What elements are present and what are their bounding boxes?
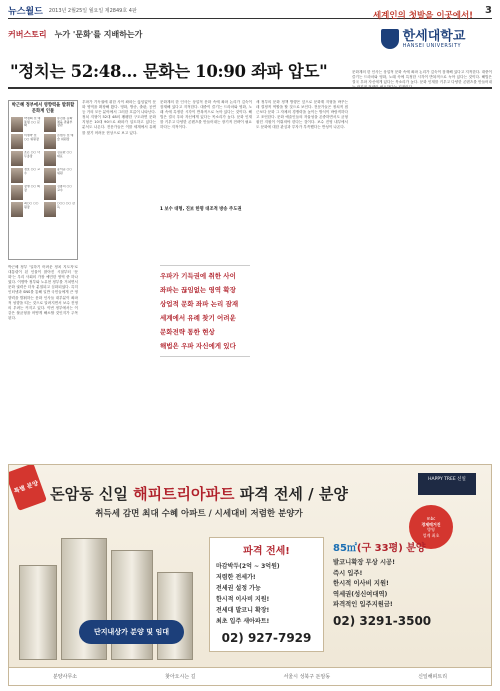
ad-footer [9,667,491,685]
person-caption: 김종덕 ○○ 교수 [57,185,72,192]
portrait-photo [44,134,56,149]
person-caption: 장명 ○○ 회장 [24,185,40,192]
person-caption: 최○○ ○○ 원장 [24,202,39,209]
person-card [11,134,42,149]
person-card [11,202,42,217]
ad-headline [49,483,349,504]
university-ad[interactable] [353,6,493,64]
ad-headline-part: 해피트리아파트 [133,485,235,503]
university-name-en: HANSEI UNIVERSITY [402,42,462,49]
lease-item: 전세권 설정 가능 [216,585,261,592]
person-card [11,117,42,132]
ad-ribbon: 특별 분양 [8,464,47,511]
person-caption: ○○○ ○○ 감독 [57,202,75,209]
sale-title-size: 85㎡ [333,543,357,554]
person-card [44,151,75,166]
sale-title [333,539,481,554]
section-tag: 커버스토리 [8,29,47,39]
section-label [8,27,142,41]
sale-item: 파격적인 입주지원금! [333,601,393,608]
sale-box [327,537,487,652]
portrait-photo [44,168,56,183]
portrait-photo [11,151,23,166]
ad-subline: 취득세 감면 최대 수혜 아파트 / 시세대비 저렴한 분양가 [95,509,303,519]
lease-item: 저렴한 전세가! [216,574,256,581]
lease-item: 마감박두(2억 ~ 3억원) [216,563,280,570]
portrait-photo [44,117,56,132]
sidebar-title: 박근혜 정부에서 영향력을 발휘할 문화계 인물 [11,103,75,114]
issue-date: 2013년 2월25일 월요일 제2849호 4판 [48,8,137,14]
lease-title: 파격 전세! [243,546,290,557]
section-subtitle: 누가 '문화'를 지배하는가 [54,29,143,39]
person-caption: 김문환 ○○ 대표 [57,151,72,158]
lease-item: 전세대 발코니 확장! [216,607,270,614]
newspaper-brand: 뉴스월드 [8,7,43,17]
portrait-photo [11,168,23,183]
article-subhead: 1 보수 대형, 진보 한명 대조적 방송 주도권 [160,207,242,212]
portrait-photo [44,185,56,200]
article-column-3: 문화계의 한 인사는 상업적 문화 속에 좌파 논리가 깊숙이 잠재해 있다고 지적한다. 대중이 즐기는 드라마와 영화, 노래 속에 특정한 시각이 반복적으로 녹아 있다는 것이다. 해법은 결국 우파 자신에게 있다는 목소리가 높다. 문화 인재를 키우고 다양한 콘텐츠를 만들어내는 장기적 전략이 필요하다는 지적이다. [160,100,252,130]
portrait-photo [44,151,56,166]
brand-logo: HAPPY TREE 신일 [418,473,476,495]
sale-item: 역세권(성신여대역) [333,590,388,598]
person-caption: 조은 ○○ 사무총장 [24,151,40,158]
shop-banner: 단지내상가 분양 및 임대 [79,620,184,644]
pullquote-line: 우파가 기득권에 취한 사이 [160,272,236,280]
badge-line: 업계 최초 [422,532,440,538]
portrait-photo [11,185,23,200]
article-column-4: 새 정부의 문화 정책 방향은 앞으로 문화계 지형을 바꾸는 데 결정적 역할을 할 것으로 보인다. 전문가들은 정치적 접근보다 문화 그 자체의 경쟁력을 높이는 방식이 바람직하다고 조언한다. 문화 예술인들의 자율성을 존중하면서도 균형 잡힌 지원이 이뤄져야 한다는 것이다. 보수 진영 내부에서도 문화에 대한 관심과 투자가 부족했다는 반성이 나온다. [256,100,348,130]
badge-line: 경제매거진 [421,521,441,527]
people-sidebar [8,100,78,260]
university-logo [353,29,493,49]
footer-item: 신일해피트리 [418,674,448,680]
ad-slogan: 세계인의 첫발을 이곳에서! [372,11,474,21]
person-card [44,202,75,217]
person-card [11,168,42,183]
sale-item: 발코니확장 무상 시공! [333,559,396,566]
footer-item: 서울시 성북구 돈암동 [283,674,331,680]
lease-item: 최초 입주 새아파트! [216,618,270,625]
footer-item: 찾아오시는 길 [165,674,196,680]
person-card [44,117,75,132]
sale-item: 즉시 입주! [333,569,363,577]
person-card [44,134,75,149]
shield-icon [381,29,399,49]
pullquote-line: 상업적 문화 좌파 논리 잠재 [160,300,239,308]
ad-headline-part: 돈암동 신일 [50,485,134,503]
pullquote-line: 좌파는 끊임없는 영역 확장 [160,286,236,294]
lease-item: 한시적 이사비 지원! [216,596,270,603]
sale-phone[interactable]: 02) 3291-3500 [333,613,432,628]
tower-shape [157,572,193,660]
badge-line: 방영 [427,527,435,532]
person-caption: 손범수 전 예술 위원장 [57,134,74,141]
portrait-photo [11,117,23,132]
tower-shape [19,565,57,660]
badge-line: mbc [426,516,436,521]
sale-item: 한시적 이사비 지원! [333,580,389,587]
apartment-ad[interactable] [8,464,492,686]
ad-headline-part: 파격 전세 / 분양 [234,485,348,503]
pullquote-line: 문화전략 통한 현상 [160,328,215,336]
people-grid [11,117,75,217]
pullquote [160,265,250,357]
page-number: 3 [485,5,492,16]
person-caption: 송석준 ○○ 위원 [57,168,72,175]
portrait-photo [11,202,23,217]
portrait-photo [44,202,56,217]
sale-title-text: (구 33평) 분양 [356,543,426,554]
person-card [11,151,42,166]
person-card [44,168,75,183]
person-card [11,185,42,200]
portrait-photo [11,134,23,149]
pullquote-line: 해법은 우파 자신에게 있다 [160,342,236,350]
article-column-2: 우파가 기득권에 취한 사이 좌파는 끊임없이 문화 영역을 확장해 왔다. 영화, 방송, 출판, 공연 등 거의 모든 분야에서 그러한 흐름이 나타난다. 정치 지형이 52대 48의 팽팽한 구도라면 문화 지형은 10대 90으로 좌파가 압도하고 있다는 분석도 나온다. 전문가들은 이를 세계에서 유례를 찾기 어려운 현상으로 보고 있다. [82,100,156,135]
person-caption: 박정희 전 대통령 ○○ 문화 [24,117,41,128]
footer-item: 분양사무소 [52,674,78,680]
article-headline: "정치는 52:48… 문화는 10:90 좌파 압도" [10,62,328,81]
article-column-1b: 박근혜 정부 '일하기 어려운 정치 지도자'로 대통령이 된 인물이 많아진 시절부터 '문화'는 우리 사회의 가장 예민한 영역 중 하나였다. 이명박 정부와 노무현 정부를 거치면서 문화 권력은 더욱 분열되고 심화되었다. 특히 인터넷과 SNS를 통해 일반 국민들에게 큰 영향력을 발휘하는 문화 인사들 대부분이 좌파적 성향을 띠는 것으로 알려지면서 보수 진영의 우려는 커지고 있다. 이번 정부에서는 이 같은 불균형을 어떻게 해소할 것인지가 주목된다. [8,265,78,320]
article-column-5: 문화계의 한 인사는 상업적 문화 속에 좌파 논리가 깊숙이 잠재해 있다고 지적한다. 대중이 즐기는 드라마와 영화, 노래 속에 특정한 시각이 반복적으로 녹아 있다는 것이다. 해법은 결국 우파 자신에게 있다는 목소리가 높다. 문화 인재를 키우고 다양한 콘텐츠를 만들어내는 장기적 전략이 필요하다는 지적이다. [352,70,492,90]
lease-phone[interactable]: 02) 927-7929 [221,631,312,645]
pullquote-line: 세계에서 유례 찾기 어려운 [160,314,236,322]
lease-box [209,537,324,652]
person-caption: 류진룡 문화체육 관광부 장관 [57,117,73,128]
person-caption: 이명박 전 ○○ 위원장 [24,134,39,141]
person-caption: 정호 ○○ 교수 [24,168,40,175]
person-card [44,185,75,200]
university-name: 한세대학교 [402,28,466,44]
